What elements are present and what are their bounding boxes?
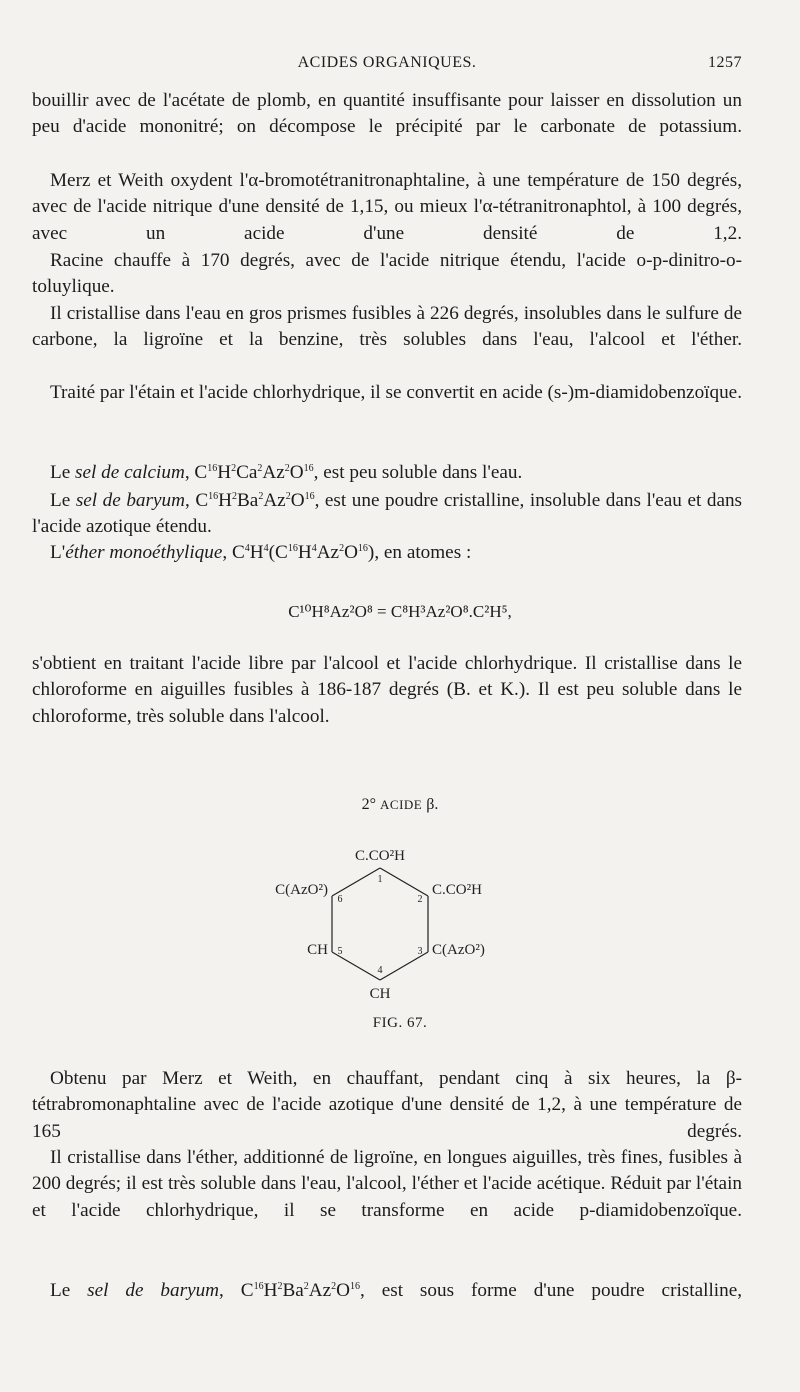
calcium-salt-text: , est peu soluble dans l'eau. [313,462,523,483]
paragraph-3: Racine chauffe à 170 degrés, avec de l'acide nitrique étendu, l'acide o-p-dinitro-o-toluylique. [32,250,742,298]
section-greek: β. [426,796,439,813]
last-salt-formula: $C^{16}H^2Ba^2Az^2O^{16}$ [240,1280,360,1301]
running-head [32,54,742,78]
position-5: 5 [337,946,343,957]
calcium-formula: $C^{16}H^2Ca^2Az^2O^{16}$ [194,462,314,483]
baryum-salt-paragraph: Le sel de baryum, $C^{16}H^2Ba^2Az^2O^{16}$, est une poudre cristalline, insoluble dans l'eau et dans l'acide azotique étendu. [32,490,743,538]
le-word: Le [50,490,71,511]
section-heading [0,796,800,814]
paragraph-2: Merz et Weith oxydent l'α-bromotétranitronaphtaline, à une température de 150 degrés, avec de l'acide nitrique d'une densité de 1,15, ou mieux l'α-tétranitronaphtol, à 100 degrés, avec un acide d'une densité de 1,2. [32,170,742,244]
le-word: Le [50,462,71,483]
position-3: 3 [417,946,423,957]
ether-text: , en atomes : [374,542,472,563]
position-4: 4 [377,965,383,976]
paragraph-after-formula: s'obtient en traitant l'acide libre par l'alcool et l'acide chlorhydrique. Il cristallise dans le chloroforme en aiguilles fusibles à 186-187 degrés (B. et K.). Il est peu soluble dans le chloroforme, très soluble dans l'alcool. [32,653,742,727]
bond-1-2 [377,868,428,896]
ether-line: L'éther monoéthylique, $C^4H^4(C^{16}H^4Az^2O^{16})$, en atomes : [50,542,472,563]
left-lower-substituent: CH [307,942,328,958]
benzene-ring-diagram [250,842,510,1002]
baryum-salt-label: sel de baryum [75,490,185,511]
benzene-ring-figure [250,842,510,1002]
section-number: 2° [361,796,377,813]
figure-caption: FIG. 67. [372,1015,428,1031]
paragraph-5: Traité par l'étain et l'acide chlorhydrique, il se convertit en acide (s-)m-diamidobenzoïque. [50,382,742,403]
section-label: ACIDE [380,797,423,812]
beta-paragraph-2: Il cristallise dans l'éther, additionné de ligroïne, en longues aiguilles, très fines, fusibles à 200 degrés; il est très soluble dans l'eau, l'alcool, l'éther et l'acide acétique. Réduit par l'étain et l'acide chlorhydrique, il se transforme en acide p-diamidobenzoïque. [32,1147,742,1221]
running-title: ACIDES ORGANIQUES. [297,54,477,71]
page-number: 1257 [708,54,742,71]
le-word: Le [50,1280,71,1301]
last-salt-text: , est sous forme d'une poudre cristalline, [360,1280,743,1301]
right-upper-substituent: C.CO²H [432,882,482,898]
top-substituent: C.CO²H [355,848,405,864]
beta-paragraph-1: Obtenu par Merz et Weith, en chauffant, pendant cinq à six heures, la β-tétrabromonaphtaline avec de l'acide azotique d'une densité de 1,2, à une température de 165 degrés. [32,1068,742,1142]
baryum-formula: $C^{16}H^2Ba^2Az^2O^{16}$ [195,490,315,511]
last-salt-line: Le sel de baryum, $C^{16}H^2Ba^2Az^2O^{16}$, est sous forme d'une poudre cristalline, [50,1280,743,1301]
position-1: 1 [377,874,383,885]
calcium-salt-line: Le sel de calcium, $C^{16}H^2Ca^2Az^2O^{16}$, est peu soluble dans l'eau. [50,462,523,483]
bond-6-1 [332,868,380,896]
bottom-substituent: CH [369,986,391,1002]
ether-label: éther monoéthylique [65,542,223,563]
ether-formula-line: C¹⁰H⁸Az²O⁸ = C⁸H³Az²O⁸.C²H⁵, [288,602,512,621]
l-word: L' [50,542,66,563]
position-2: 2 [417,894,423,905]
right-lower-substituent: C(AzO²) [432,942,485,958]
ether-formula: $C^4H^4(C^{16}H^4Az^2O^{16})$ [231,542,375,563]
last-salt-label: sel de baryum [87,1280,220,1301]
paragraph-4: Il cristallise dans l'eau en gros prismes fusibles à 226 degrés, insolubles dans le sulfure de carbone, la ligroïne et la benzine, très solubles dans l'eau, l'alcool et l'éther. [32,303,742,351]
left-upper-substituent: C(AzO²) [275,882,328,898]
calcium-salt-label: sel de calcium [75,462,185,483]
position-6: 6 [337,894,343,905]
baryum-salt-text: , est une poudre cristalline, insoluble dans l'eau et dans l'acide azotique étendu. [32,490,743,538]
paragraph-1: bouillir avec de l'acétate de plomb, en quantité insuffisante pour laisser en dissolution un peu d'acide mononitré; on décompose le précipité par le carbonate de potassium. [32,90,742,138]
